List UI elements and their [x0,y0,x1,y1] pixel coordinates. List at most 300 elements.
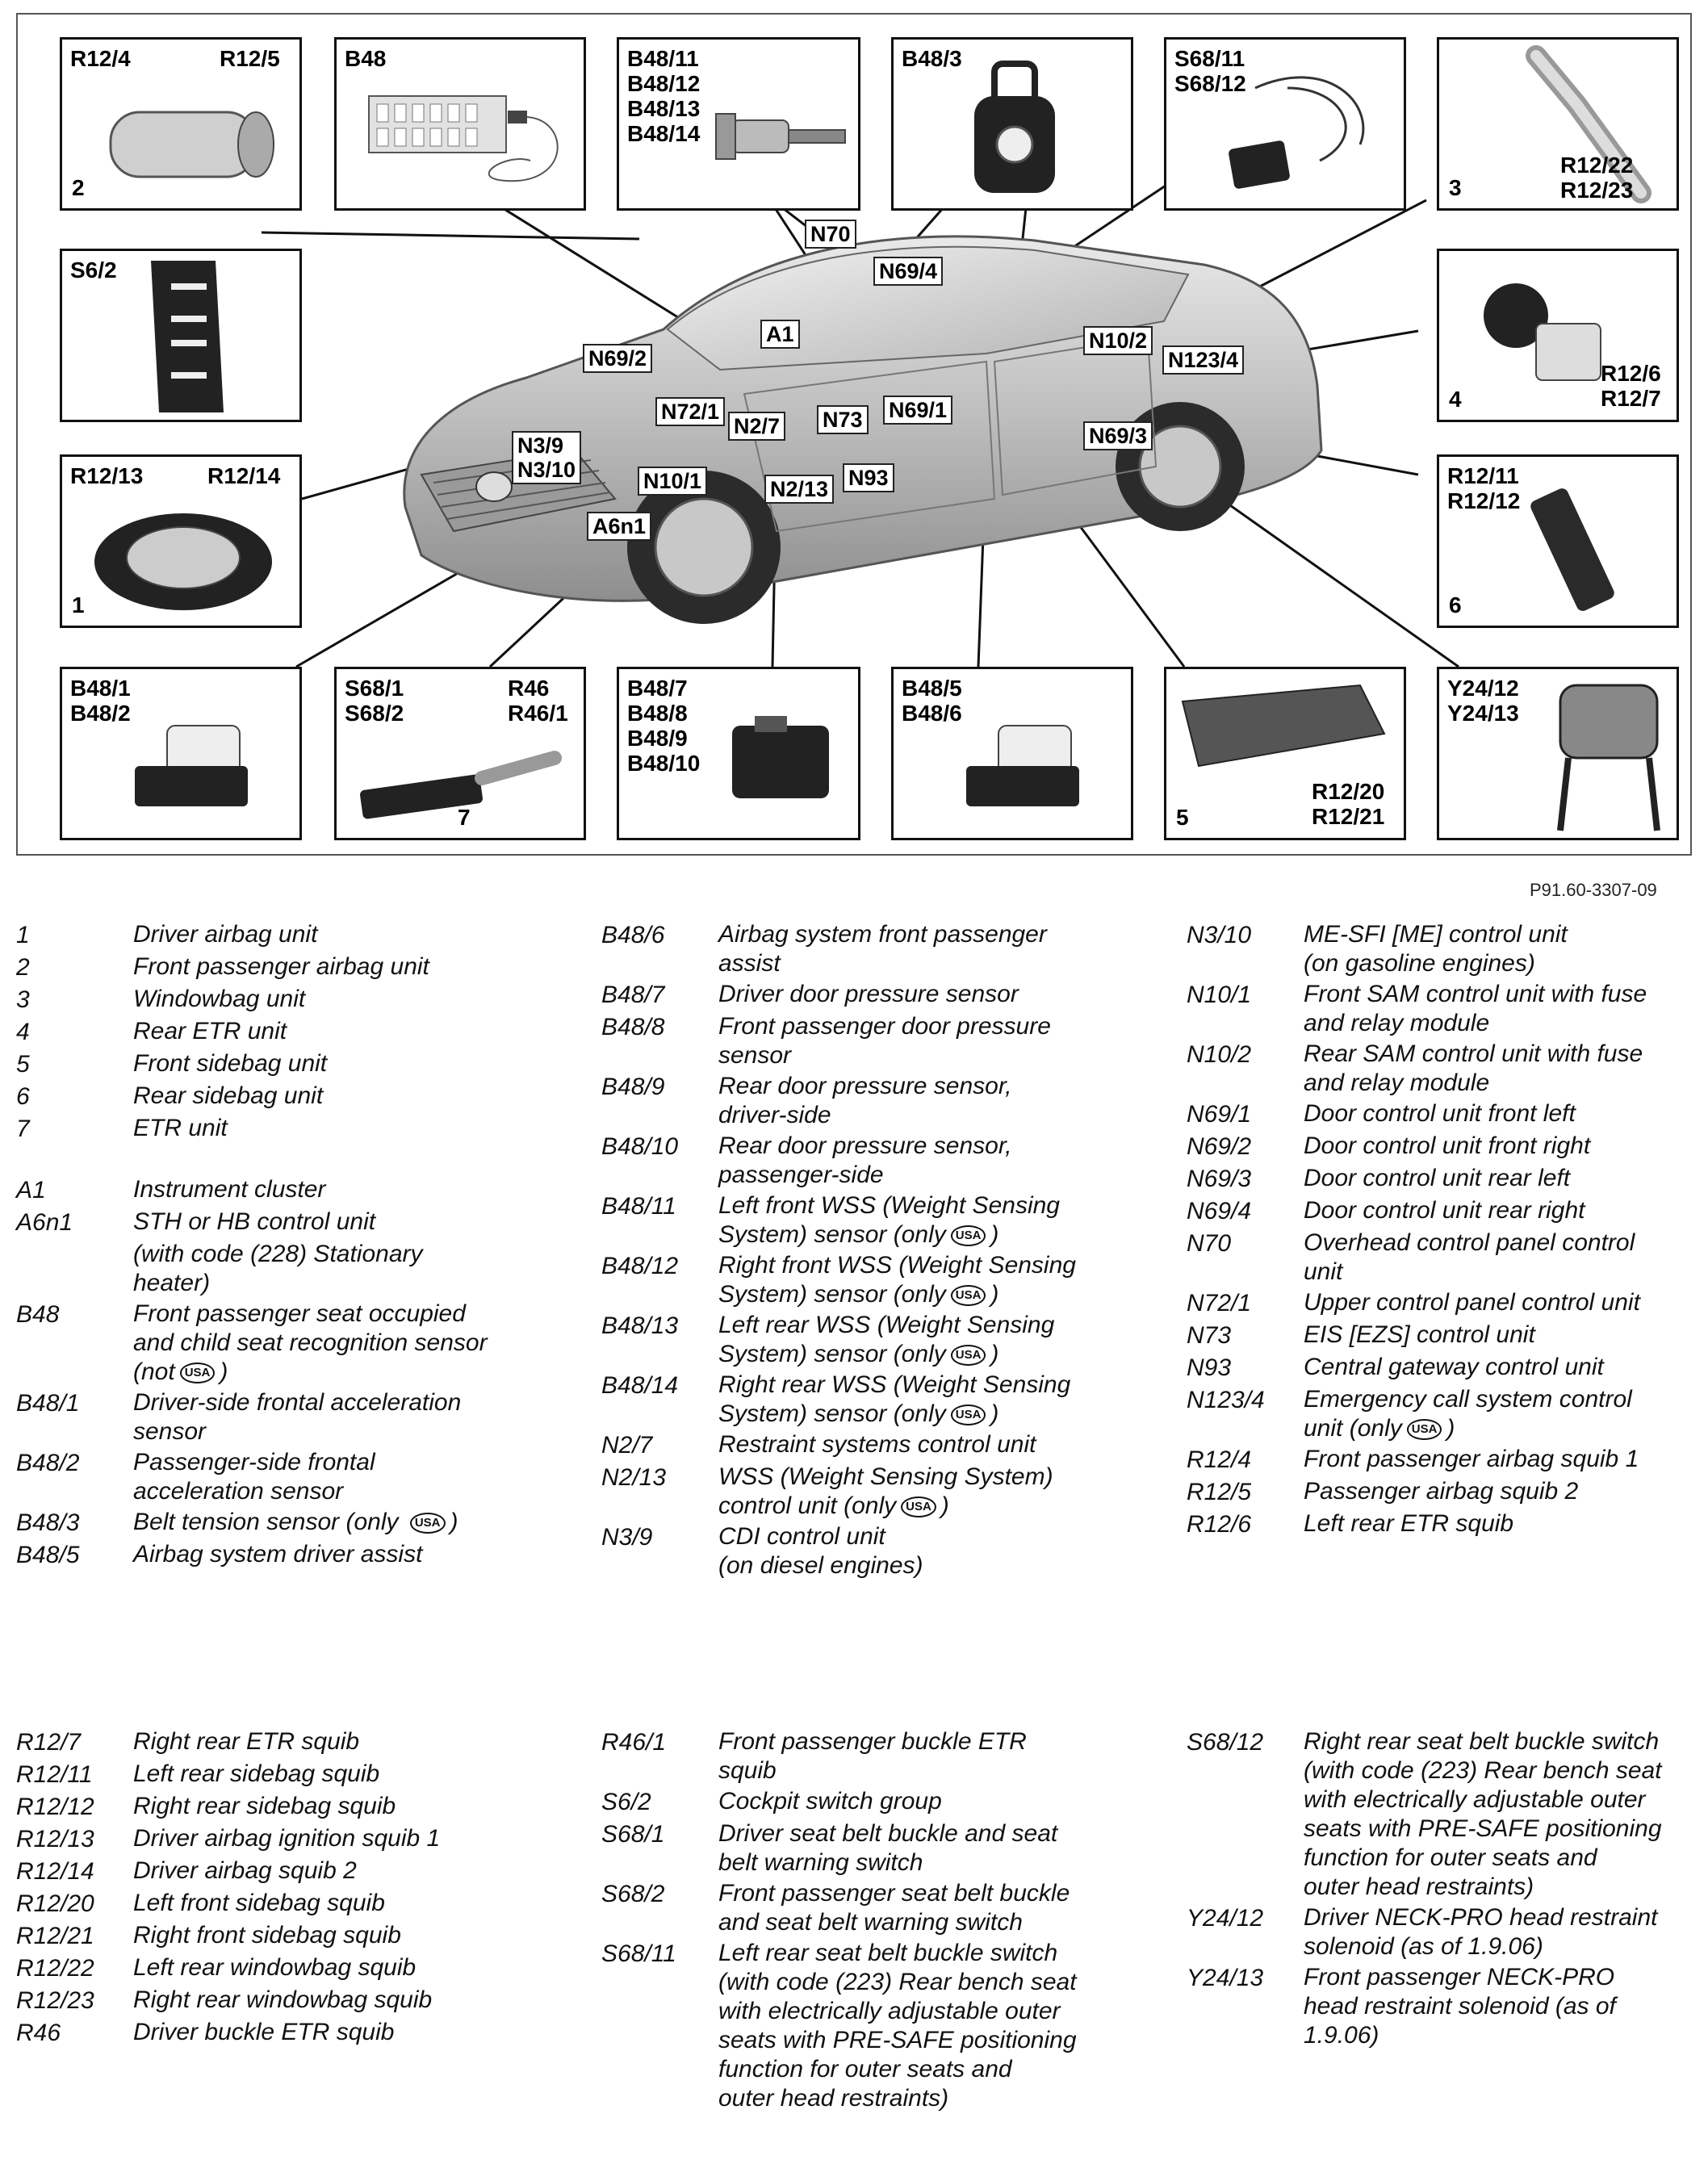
legend-description [718,1727,1166,1785]
panel-label: B48/7 B48/8 B48/9 B48/10 [627,676,701,776]
legend-description-text: Front passenger NECK-PRO head restraint solenoid (as of 1.9.06) [1304,1964,1616,2049]
legend-column-3 [1187,920,1703,1542]
usa-badge-icon: USA [951,1404,986,1425]
legend-description [1304,980,1703,1038]
panel-airbag-assist [891,667,1133,840]
legend-description [133,1857,581,1887]
legend-row [16,1760,581,1790]
legend-column-5 [601,1727,1166,2115]
legend-description-text: Rear door pressure sensor, passenger-side [718,1132,1012,1188]
legend-description-text: Door control unit front right [1304,1132,1591,1159]
usa-badge-icon: USA [951,1225,986,1246]
legend-description [1304,1288,1703,1319]
legend-row [16,1727,581,1758]
legend-row [16,1857,581,1887]
legend-description [718,1191,1166,1250]
legend-description-text: Front passenger door pressure sensor [718,1013,1051,1069]
panel-label: S68/1 S68/2 [345,676,404,726]
legend-row [601,1727,1166,1785]
legend-description-text: Airbag system driver assist [133,1541,423,1568]
usa-badge-icon: USA [1407,1419,1442,1440]
legend-code: N69/2 [1187,1133,1252,1160]
legend-row [1187,1288,1703,1319]
callout-n10-1: N10/1 [638,467,707,496]
legend-code: N93 [1187,1354,1232,1381]
legend-description [133,1300,581,1387]
legend-description-text: Left rear windowbag squib [133,1954,417,1981]
legend-row [16,1114,581,1145]
legend-description-text: Door control unit rear right [1304,1197,1585,1224]
legend-row [601,920,1166,978]
legend-description-text: Overhead control panel control unit [1304,1229,1635,1285]
legend-description-text: Instrument cluster [133,1176,326,1203]
legend-description [718,1430,1166,1461]
panel-label: R12/13 [70,463,144,488]
legend-description-suffix: ) [220,1358,228,1385]
legend-row [1187,1132,1703,1162]
legend-row [16,1082,581,1112]
panel-number: 2 [72,175,85,200]
legend-row [16,1824,581,1855]
panel-frontal-acceleration-sensors [60,667,302,840]
callout-n72-1: N72/1 [655,397,725,426]
legend-description [133,1953,581,1984]
legend-description [1304,1385,1703,1443]
legend-code: B48/5 [16,1542,80,1568]
legend-description-text: Right rear seat belt buckle switch (with code (223) Rear bench seat with electrically adjustable outer seats with PRE-SAFE positioning function for outer seats and outer head restraints) [1304,1728,1662,1900]
legend-description-text: Left front WSS (Weight Sensing System) sensor (only [718,1192,1060,1248]
legend-description-suffix: ) [940,1492,949,1519]
panel-label: B48 [345,46,387,71]
panel-label: R12/22 R12/23 [1560,153,1634,203]
legend-description-text: Emergency call system control unit (only [1304,1386,1632,1442]
legend-description [1304,1164,1703,1195]
panel-label: R12/4 [70,46,131,71]
legend-description-text: Driver buckle ETR squib [133,2019,395,2045]
panel-label: B48/11 B48/12 B48/13 B48/14 [627,46,701,146]
legend-row [16,1792,581,1823]
callout-a1: A1 [760,320,800,349]
legend-description-text: Left front sidebag squib [133,1890,385,1916]
legend-code: R12/21 [16,1923,94,1949]
legend-row [16,1508,581,1538]
callout-n70: N70 [805,220,856,249]
legend-description-text: Restraint systems control unit [718,1431,1036,1458]
panel-number: 7 [458,805,471,830]
legend-description [133,1986,581,2016]
legend-row [16,920,581,951]
usa-badge-icon: USA [951,1285,986,1306]
legend-description-text: Driver airbag squib 2 [133,1857,357,1884]
legend-code: 5 [16,1051,30,1078]
legend-code: B48/6 [601,922,665,948]
legend-row [1187,1477,1703,1508]
legend-description [1304,1132,1703,1162]
legend-code: B48/9 [601,1074,665,1100]
legend-description [718,1311,1166,1369]
legend-row [601,1430,1166,1461]
legend-code: N73 [1187,1322,1232,1349]
legend-description-text: Central gateway control unit [1304,1354,1604,1380]
legend-row [1187,1727,1703,1902]
legend-row [601,1522,1166,1580]
legend-code: R12/22 [16,1955,94,1982]
legend-description-text: Door control unit front left [1304,1100,1576,1127]
legend-row [16,1017,581,1048]
callout-n69-4: N69/4 [873,257,943,286]
legend-row [16,1240,581,1298]
legend-description [1304,1509,1703,1540]
legend-description-text: Driver-side frontal acceleration sensor [133,1389,462,1445]
legend-description [133,1727,581,1758]
legend-row [1187,1963,1703,2050]
panel-label: Y24/12 Y24/13 [1447,676,1519,726]
legend-column-1 [16,920,581,1572]
legend-code: N2/13 [601,1464,667,1491]
legend-description [1304,1353,1703,1383]
legend-code: B48/11 [601,1193,676,1220]
legend-code: S68/2 [601,1881,665,1907]
legend-row [601,980,1166,1011]
legend-row [1187,1385,1703,1443]
legend-code: Y24/13 [1187,1965,1264,1991]
legend-row [601,1787,1166,1818]
legend-row [1187,1040,1703,1098]
legend-code: R12/23 [16,1987,94,2014]
panel-etr-buckles [334,667,586,840]
legend-description [718,980,1166,1011]
legend-description-text: Front SAM control unit with fuse and relay module [1304,981,1647,1036]
legend-description-text: Rear SAM control unit with fuse and relay module [1304,1040,1643,1096]
panel-belt-tension-sensor [891,37,1133,211]
legend-description-text: Left rear seat belt buckle switch (with code (223) Rear bench seat with electrically adjustable outer seats with PRE-SAFE positioning function for outer seats and outer head restraints) [718,1940,1077,2112]
panel-label: B48/1 B48/2 [70,676,131,726]
legend-code: S6/2 [601,1789,651,1815]
legend-code [16,1240,133,1298]
legend-description-text: ETR unit [133,1115,228,1141]
legend-description-text: Front passenger seat occupied and child seat recognition sensor (not [133,1300,488,1385]
panel-label: B48/3 [902,46,962,71]
legend-row [1187,980,1703,1038]
panel-front-sidebag [1164,667,1406,840]
callout-n69-1: N69/1 [883,396,952,425]
legend-row [1187,1196,1703,1227]
legend-code: B48/7 [601,982,665,1008]
legend-row [601,1072,1166,1130]
legend-description-text: Front passenger airbag squib 1 [1304,1446,1639,1472]
panel-label: R12/5 [220,46,280,71]
legend-row [601,1251,1166,1309]
legend-code: S68/1 [601,1821,665,1848]
legend-row [1187,1509,1703,1540]
legend-description [1304,1229,1703,1287]
panel-number: 5 [1176,805,1189,830]
legend-row [1187,1229,1703,1287]
legend-description-text: Upper control panel control unit [1304,1289,1640,1316]
legend-description-text: Left rear WSS (Weight Sensing System) sensor (only [718,1312,1055,1367]
legend-row [16,1300,581,1387]
legend-row [16,1208,581,1238]
legend-description [718,1819,1166,1877]
panel-rear-sidebag [1437,454,1679,628]
legend-description-text: Rear ETR unit [133,1018,287,1044]
legend-code: S68/12 [1187,1729,1264,1756]
legend-row [16,985,581,1015]
legend-description-text: Driver airbag ignition squib 1 [133,1825,441,1852]
legend-code: R12/20 [16,1890,94,1917]
panel-number: 6 [1449,592,1462,617]
legend-code: N2/7 [601,1432,653,1459]
legend-description [718,1522,1166,1580]
legend-row [16,1953,581,1984]
panel-label: R12/11 R12/12 [1447,463,1521,513]
legend-code: R46 [16,2020,61,2046]
legend-description [133,1921,581,1952]
legend-description [1304,1963,1703,2050]
legend-description-text: Front passenger buckle ETR squib [718,1728,1027,1784]
panel-rear-buckle-switches [1164,37,1406,211]
legend-code: R12/14 [16,1858,94,1885]
legend-spacer [16,1146,581,1175]
legend-code: 3 [16,986,30,1013]
legend-row [1187,1164,1703,1195]
legend-row [1187,1099,1703,1130]
panel-label: S6/2 [70,257,117,283]
legend-code: 6 [16,1083,30,1110]
callout-a6n1: A6n1 [587,512,651,541]
legend-row [16,2018,581,2049]
legend-description-text: Front passenger seat belt buckle and seat belt warning switch [718,1880,1070,1936]
legend-row [16,1986,581,2016]
legend-code: B48/2 [16,1450,80,1476]
legend-row [1187,1321,1703,1351]
panel-door-pressure-sensors [617,667,860,840]
panel-seat-occupancy-sensor [334,37,586,211]
panel-label: B48/5 B48/6 [902,676,962,726]
legend-description [133,2018,581,2049]
legend-description-text: Rear sidebag unit [133,1082,324,1109]
legend-description [1304,1727,1703,1902]
panel-front-passenger-airbag [60,37,302,211]
legend-description [718,1072,1166,1130]
usa-badge-icon: USA [901,1497,936,1517]
legend-row [601,1371,1166,1429]
legend-description-text: Windowbag unit [133,986,306,1012]
panel-label: R12/14 [207,463,281,488]
legend-description [1304,1040,1703,1098]
legend-description [133,1760,581,1790]
legend-code: N3/10 [1187,922,1252,948]
legend-row [16,1540,581,1571]
usa-badge-icon: USA [180,1363,216,1383]
legend-code: R12/7 [16,1729,82,1756]
callout-n69-2: N69/2 [583,344,652,373]
legend-description-text: STH or HB control unit [133,1208,376,1235]
legend-row [601,1463,1166,1521]
legend-description-text: ME-SFI [ME] control unit (on gasoline engines) [1304,921,1568,977]
legend-description-text: Belt tension sensor (only [133,1509,405,1535]
legend-description [133,1082,581,1112]
legend-description-text: Driver seat belt buckle and seat belt warning switch [718,1820,1058,1876]
legend-description-text: Passenger-side frontal acceleration sensor [133,1449,375,1505]
legend-description-suffix: ) [1446,1415,1455,1442]
legend-row [601,1939,1166,2113]
legend-description-text: Front sidebag unit [133,1050,328,1077]
legend-row [601,1191,1166,1250]
component-location-figure [16,13,1692,856]
legend-column-4 [16,1727,581,2050]
legend-description-text: Driver airbag unit [133,921,318,948]
legend-description [718,1371,1166,1429]
legend-code: N10/2 [1187,1041,1252,1068]
legend-code: N69/3 [1187,1166,1252,1192]
legend-code: B48/13 [601,1312,679,1339]
legend-code: A1 [16,1177,46,1203]
legend-row [1187,1903,1703,1961]
legend-code: N70 [1187,1230,1232,1257]
panel-label: R12/20 R12/21 [1312,779,1385,829]
legend-description [718,1132,1166,1190]
legend-description-text: Passenger airbag squib 2 [1304,1478,1579,1505]
legend-code: R12/5 [1187,1479,1252,1505]
figure-reference: P91.60-3307-09 [1530,880,1657,900]
legend-row [16,1889,581,1919]
legend-description [133,1388,581,1446]
legend-description [718,1251,1166,1309]
panel-label: S68/11 S68/12 [1174,46,1246,96]
legend-description-suffix: ) [450,1509,458,1535]
legend-description-text: WSS (Weight Sensing System) control unit (only [718,1463,1053,1519]
legend-code: R12/11 [16,1761,93,1788]
legend-description-text: Left rear ETR squib [1304,1510,1514,1537]
legend-description [718,1787,1166,1818]
legend-description [133,952,581,983]
callout-n69-3: N69/3 [1083,421,1153,450]
legend-code: 1 [16,922,30,948]
legend-code: N123/4 [1187,1387,1265,1413]
legend-code: R12/12 [16,1794,94,1820]
legend-description-text: Rear door pressure sensor, driver-side [718,1073,1012,1128]
panel-rear-etr [1437,249,1679,422]
legend-description [133,1175,581,1206]
callout-n10-2: N10/2 [1083,326,1153,355]
legend-code: B48 [16,1301,60,1328]
legend-row [601,1819,1166,1877]
legend-description [133,1792,581,1823]
usa-badge-icon: USA [951,1345,986,1366]
legend-description-text: Cockpit switch group [718,1788,942,1815]
legend-column-6 [1187,1727,1703,2052]
legend-description-text: Right rear WSS (Weight Sensing System) sensor (only [718,1371,1071,1427]
legend-description-suffix: ) [990,1221,999,1248]
legend-code: B48/14 [601,1372,679,1399]
legend-row [16,1921,581,1952]
legend-description [1304,1196,1703,1227]
legend-description-text: Right rear sidebag squib [133,1793,396,1819]
legend-description [133,1017,581,1048]
legend-description-suffix: ) [990,1281,999,1308]
legend-description [133,920,581,951]
legend-row [1187,920,1703,978]
legend-description-suffix: ) [990,1400,999,1427]
legend-row [16,1049,581,1080]
panel-driver-airbag [60,454,302,628]
legend-description-text: Right rear windowbag squib [133,1986,433,2013]
legend-description [1304,1903,1703,1961]
legend-description [718,1463,1166,1521]
legend-description-text: Right front WSS (Weight Sensing System) sensor (only [718,1252,1076,1308]
legend-description-text: EIS [EZS] control unit [1304,1321,1535,1348]
legend-code: 7 [16,1116,30,1142]
legend-code: N72/1 [1187,1290,1252,1317]
legend-description [1304,1477,1703,1508]
legend-description-text: CDI control unit (on diesel engines) [718,1523,923,1579]
legend-description [1304,1321,1703,1351]
callout-n73: N73 [817,405,869,434]
legend-code: B48/3 [16,1509,80,1536]
panel-label: R46 R46/1 [508,676,568,726]
panel-neck-pro-solenoids [1437,667,1679,840]
callout-n2-7: N2/7 [728,412,785,441]
legend-description [133,1824,581,1855]
callout-n2-13: N2/13 [764,475,834,504]
callout-n123-4: N123/4 [1162,345,1244,375]
legend-description [1304,1445,1703,1476]
legend-description-text: Right rear ETR squib [133,1728,360,1755]
legend-description [133,1208,581,1238]
panel-number: 1 [72,592,85,617]
legend-code: N69/1 [1187,1101,1252,1128]
legend-description [718,920,1166,978]
legend-row [601,1132,1166,1190]
panel-wss-sensors [617,37,860,211]
legend-description-text: Driver door pressure sensor [718,981,1019,1007]
legend-code: B48/8 [601,1014,665,1040]
legend-description-text: Airbag system front passenger assist [718,921,1047,977]
legend-description [718,1879,1166,1937]
legend-code: R12/4 [1187,1446,1252,1473]
legend-description-text: Right front sidebag squib [133,1922,401,1949]
legend-description [133,1240,581,1298]
legend-row [1187,1445,1703,1476]
legend-description [133,1889,581,1919]
legend-column-2 [601,920,1166,1582]
legend-code: Y24/12 [1187,1905,1264,1932]
legend-description-text: (with code (228) Stationary heater) [133,1241,423,1296]
legend-description [1304,920,1703,978]
legend-description-text: Driver NECK-PRO head restraint solenoid (as of 1.9.06) [1304,1904,1658,1960]
panel-number: 3 [1449,175,1462,200]
legend-row [1187,1353,1703,1383]
panel-cockpit-switch-group [60,249,302,422]
legend-description [718,1012,1166,1070]
callout-n3-9-n3-10: N3/9 N3/10 [512,431,581,484]
panel-number: 4 [1449,387,1462,412]
legend-description-text: Left rear sidebag squib [133,1760,380,1787]
legend-description [718,1939,1166,2113]
legend-description [133,1114,581,1145]
legend-description [133,1508,581,1538]
legend-code: R12/13 [16,1826,94,1852]
legend-code: B48/1 [16,1390,80,1417]
legend-code: B48/10 [601,1133,679,1160]
legend-code: N10/1 [1187,982,1252,1008]
legend-code: B48/12 [601,1253,679,1279]
legend-description [133,985,581,1015]
legend-row [601,1012,1166,1070]
legend-description-text: Front passenger airbag unit [133,953,429,980]
legend-code: 4 [16,1019,30,1045]
